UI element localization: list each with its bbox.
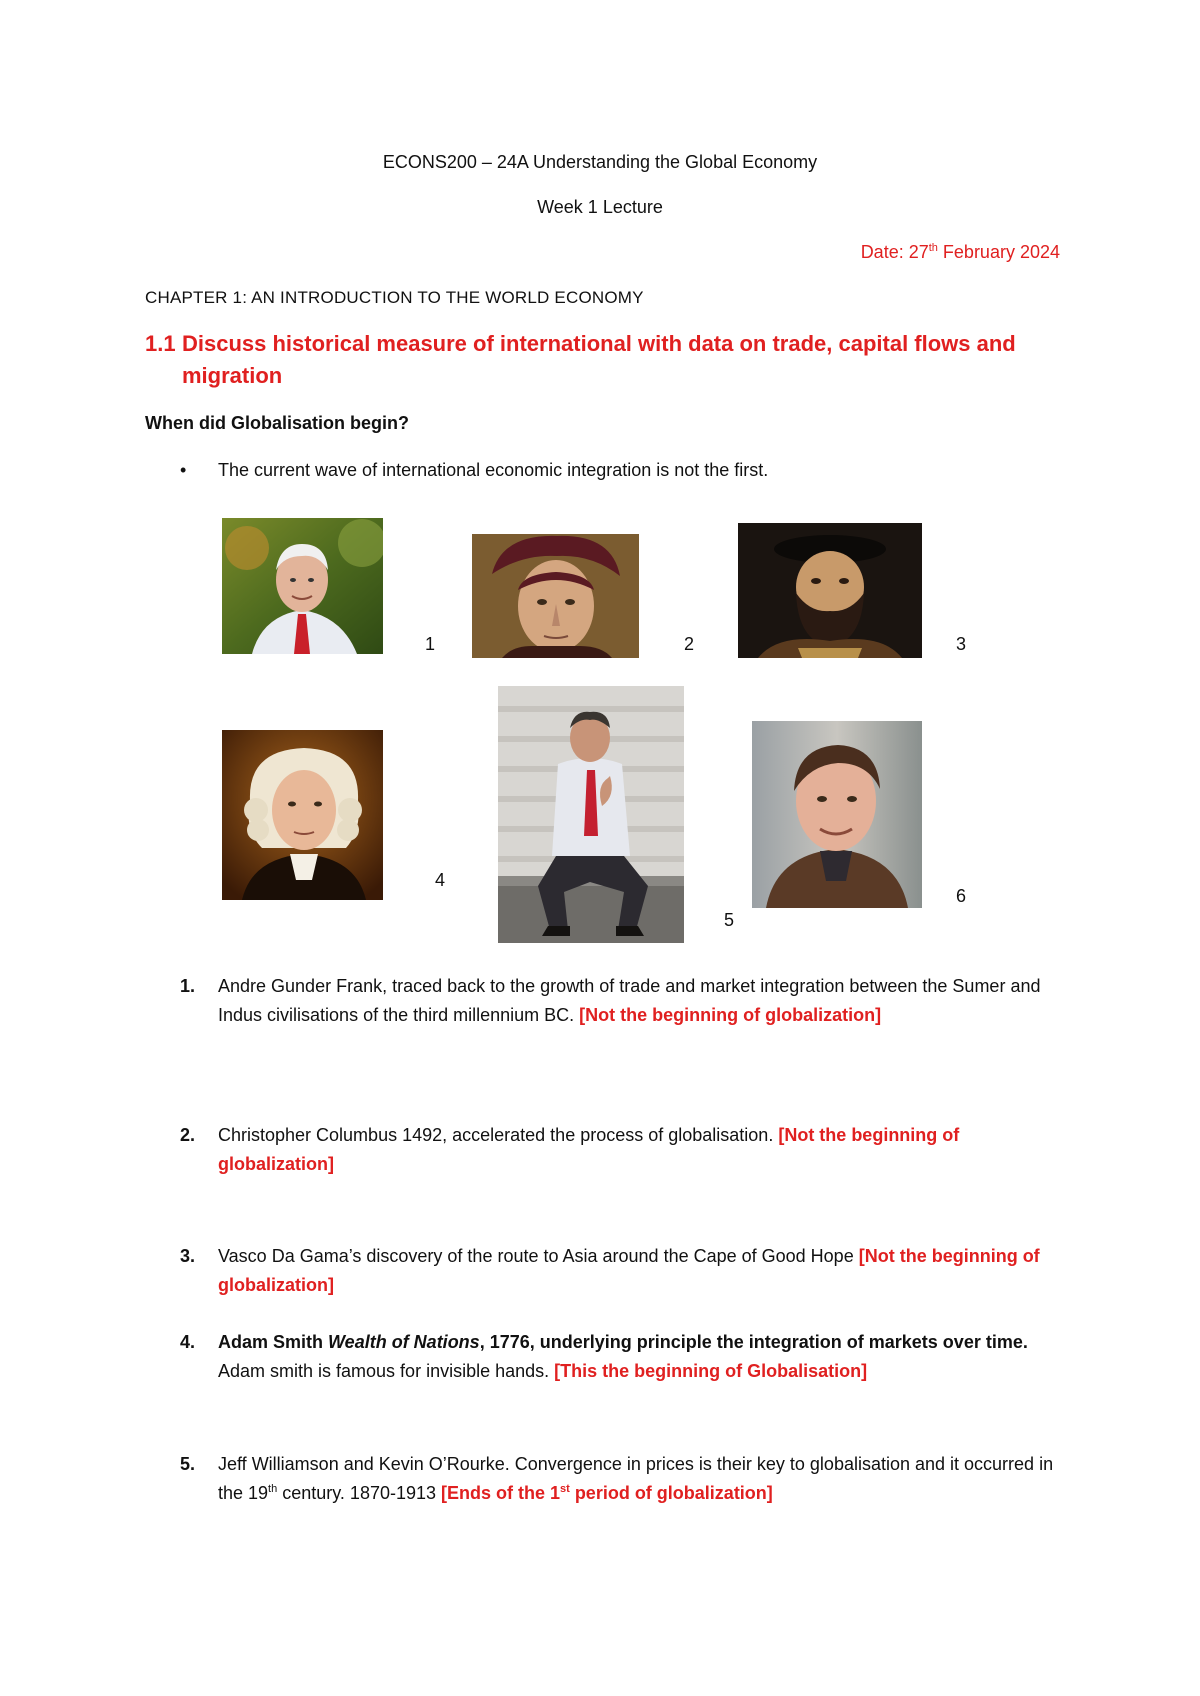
item-note-a-5: [Ends of the 1 [441,1483,561,1503]
list-item-4 [180,1328,1065,1386]
lecture-date [861,240,1060,264]
item-text-a-5: Jeff Williamson and Kevin O’Rourke. Convergence in prices is their key to globalisation and it occurred in the 19 [218,1454,1054,1503]
item-bold-a-4: Adam Smith [218,1332,329,1352]
item-note-1: [Not the beginning of globalization] [579,1005,882,1025]
date-superscript: th [928,242,938,254]
photo-1 [222,518,383,654]
section-heading [145,328,1045,392]
portrait-adam-smith-painting-icon [222,730,383,900]
item-bold-b-4: , 1776, underlying principle the integration of markets over time. [479,1332,1028,1352]
item-note-2: [Not the beginning of globalization] [218,1125,960,1174]
photo-3 [738,523,922,658]
portrait-man-seated-on-steps-icon [498,686,684,943]
item-number-5: 5. [180,1454,196,1474]
item-book-title-4: Wealth of Nations [328,1332,480,1352]
list-item-1 [180,972,1065,1030]
lecture-title: Week 1 Lecture [537,197,663,217]
section-title-line1: Discuss historical measure of international with data on trade, capital flows and [182,331,1016,356]
date-prefix: Date: 27 [860,242,929,262]
list-item-3 [180,1242,1065,1300]
item-number-2: 2. [180,1125,196,1145]
photo-label-2: 2 [684,634,695,654]
item-sup-a-5: th [268,1483,278,1495]
item-note-4: [This the beginning of Globalisation] [554,1361,868,1381]
list-item-5 [180,1450,1065,1508]
photo-4 [222,730,383,900]
photo-6 [752,721,922,908]
section-number: 1.1 [145,331,176,356]
bullet-symbol: • [180,460,187,480]
item-text-2: Christopher Columbus 1492, accelerated the process of globalisation. [218,1125,779,1145]
portrait-vasco-da-gama-painting-icon [738,523,922,658]
item-text-3: Vasco Da Gama’s discovery of the route to Asia around the Cape of Good Hope [218,1246,859,1266]
photo-label-5: 5 [724,910,735,930]
item-note-b-5: period of globalization] [569,1483,773,1503]
portrait-man-brown-jacket-icon [752,721,922,908]
section-title-line2: migration [182,363,283,388]
item-number-3: 3. [180,1246,196,1266]
photo-2 [472,534,639,658]
bullet-text: The current wave of international economic integration is not the first. [218,460,769,480]
item-number-4: 4. [180,1332,196,1352]
item-note-3: [Not the beginning of globalization] [218,1246,1040,1295]
photo-label-3: 3 [956,634,967,654]
photo-label-6: 6 [956,886,967,906]
item-number-1: 1. [180,976,196,996]
item-note-sup-5: st [560,1483,570,1495]
list-item-2 [180,1121,1065,1179]
item-note-5 [441,1483,773,1503]
photo-label-1: 1 [425,634,436,654]
question-heading: When did Globalisation begin? [145,413,409,433]
date-suffix: February 2024 [937,242,1060,262]
item-text-4: Adam smith is famous for invisible hands. [218,1361,555,1381]
portrait-man-white-hair-red-tie-icon [222,518,383,654]
photo-5 [498,686,684,943]
chapter-title: CHAPTER 1: AN INTRODUCTION TO THE WORLD ECONOMY [145,288,644,307]
photo-label-4: 4 [435,870,446,890]
item-text-b-5: century. 1870-1913 [277,1483,442,1503]
item-text-1: Andre Gunder Frank, traced back to the growth of trade and market integration between the Sumer and Indus civilisations of the third millennium BC. [218,976,1041,1025]
portrait-columbus-painting-icon [472,534,639,658]
course-title: ECONS200 – 24A Understanding the Global Economy [382,152,818,172]
